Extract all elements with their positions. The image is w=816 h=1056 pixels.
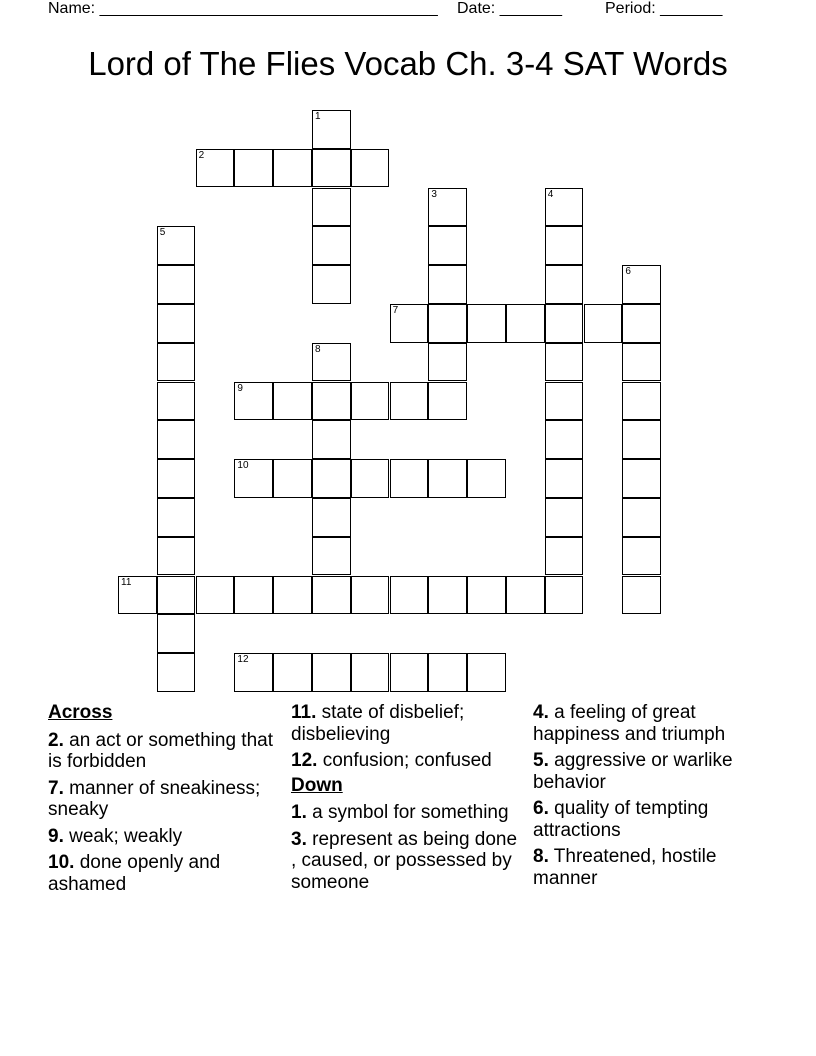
crossword-cell[interactable] xyxy=(351,576,390,615)
crossword-cell[interactable] xyxy=(234,459,273,498)
crossword-cell[interactable] xyxy=(390,653,429,692)
clue-number-label: 8 xyxy=(315,343,321,355)
crossword-cell[interactable] xyxy=(157,382,196,421)
period-field[interactable]: Period: _______ xyxy=(605,0,723,17)
crossword-cell[interactable] xyxy=(467,304,506,343)
crossword-cell[interactable] xyxy=(622,459,661,498)
crossword-cell[interactable] xyxy=(467,653,506,692)
crossword-cell[interactable] xyxy=(622,420,661,459)
crossword-cell[interactable] xyxy=(312,343,351,382)
crossword-cell[interactable] xyxy=(545,576,584,615)
crossword-cell[interactable] xyxy=(157,614,196,653)
crossword-cell[interactable] xyxy=(545,226,584,265)
clue-number-label: 2 xyxy=(198,149,205,161)
clue-number-label: 1 xyxy=(315,111,321,122)
crossword-cell[interactable] xyxy=(506,576,545,615)
student-info-line xyxy=(48,0,788,20)
crossword-cell[interactable] xyxy=(428,459,467,498)
crossword-cell[interactable] xyxy=(428,343,467,382)
crossword-cell[interactable] xyxy=(428,304,467,343)
crossword-cell[interactable] xyxy=(351,459,390,498)
crossword-cell[interactable] xyxy=(545,343,584,382)
crossword-cell[interactable] xyxy=(467,459,506,498)
crossword-cell[interactable] xyxy=(545,420,584,459)
crossword-cell[interactable] xyxy=(157,265,196,304)
crossword-cell[interactable] xyxy=(545,265,584,304)
clue-number-label: 3 xyxy=(431,188,437,200)
clue-item: 1. a symbol for something xyxy=(291,802,509,823)
clue-item: 11. state of disbelief; disbelieving xyxy=(291,702,465,745)
across-heading: Across xyxy=(48,702,113,723)
crossword-cell[interactable] xyxy=(506,304,545,343)
clue-item: 9. weak; weakly xyxy=(48,825,183,847)
crossword-cell[interactable] xyxy=(234,382,273,421)
crossword-cell[interactable] xyxy=(157,226,196,265)
crossword-cell[interactable] xyxy=(273,653,312,692)
crossword-cell[interactable] xyxy=(312,498,351,537)
crossword-cell[interactable] xyxy=(157,343,196,382)
crossword-cell[interactable] xyxy=(157,420,196,459)
crossword-cell[interactable] xyxy=(118,576,157,615)
crossword-cell[interactable] xyxy=(545,498,584,537)
crossword-cell[interactable] xyxy=(545,459,584,498)
clue-number-label: 11 xyxy=(121,576,132,588)
clue-number-label: 7 xyxy=(392,305,399,316)
clue-number-label: 5 xyxy=(159,227,166,239)
crossword-cell[interactable] xyxy=(428,226,467,265)
crossword-cell[interactable] xyxy=(196,576,235,615)
crossword-cell[interactable] xyxy=(390,382,429,421)
crossword-cell[interactable] xyxy=(157,304,196,343)
crossword-cell[interactable] xyxy=(234,576,273,615)
name-field[interactable]: Name: ______________________________________ xyxy=(48,0,438,17)
crossword-cell[interactable] xyxy=(428,188,467,227)
crossword-cell[interactable] xyxy=(312,265,351,304)
clue-number-label: 6 xyxy=(625,266,631,278)
crossword-cell[interactable] xyxy=(622,265,661,304)
crossword-cell[interactable] xyxy=(390,304,429,343)
crossword-cell[interactable] xyxy=(545,537,584,576)
crossword-cell[interactable] xyxy=(584,304,623,343)
clue-number-label: 9 xyxy=(237,382,243,394)
clue-item: 2. an act or something that is forbidden xyxy=(48,729,273,772)
crossword-cell[interactable] xyxy=(273,149,312,188)
clue-number-label: 12 xyxy=(237,654,249,666)
crossword-cell[interactable] xyxy=(545,382,584,421)
clue-item: 4. a feeling of great happiness and triumph xyxy=(533,702,726,745)
crossword-cell[interactable] xyxy=(157,459,196,498)
clue-item: 7. manner of sneakiness; sneaky xyxy=(48,777,261,820)
crossword-cell[interactable] xyxy=(312,576,351,615)
clue-item: 10. done openly and ashamed xyxy=(48,852,221,895)
crossword-cell[interactable] xyxy=(273,382,312,421)
crossword-cell[interactable] xyxy=(312,226,351,265)
crossword-cell[interactable] xyxy=(312,537,351,576)
crossword-cell[interactable] xyxy=(312,149,351,188)
crossword-cell[interactable] xyxy=(428,576,467,615)
crossword-cell[interactable] xyxy=(273,459,312,498)
crossword-cell[interactable] xyxy=(351,382,390,421)
date-field[interactable]: Date: _______ xyxy=(457,0,562,17)
crossword-cell[interactable] xyxy=(157,537,196,576)
crossword-cell[interactable] xyxy=(312,110,351,149)
clue-item: 12. confusion; confused xyxy=(291,750,492,771)
crossword-cell[interactable] xyxy=(196,149,235,188)
crossword-cell[interactable] xyxy=(234,149,273,188)
crossword-cell[interactable] xyxy=(622,576,661,615)
clue-item: 5. aggressive or warlike behavior xyxy=(533,750,733,793)
crossword-cell[interactable] xyxy=(428,653,467,692)
crossword-cell[interactable] xyxy=(312,459,351,498)
down-heading: Down xyxy=(291,774,343,796)
crossword-cell[interactable] xyxy=(157,576,196,615)
clue-number-label: 4 xyxy=(547,188,554,200)
crossword-cell[interactable] xyxy=(312,420,351,459)
clue-item: 8. Threatened, hostile manner xyxy=(533,846,717,889)
clue-item: 3. represent as being done , caused, or possessed by someone xyxy=(291,828,518,893)
crossword-grid xyxy=(118,110,662,692)
page-title: Lord of The Flies Vocab Ch. 3-4 SAT Words xyxy=(88,45,728,82)
crossword-cell[interactable] xyxy=(622,537,661,576)
crossword-cell[interactable] xyxy=(390,459,429,498)
crossword-cell[interactable] xyxy=(351,149,390,188)
crossword-cell[interactable] xyxy=(273,576,312,615)
crossword-cell[interactable] xyxy=(622,343,661,382)
clues-column-3 xyxy=(533,702,773,894)
clues-column-1 xyxy=(48,702,278,900)
crossword-cell[interactable] xyxy=(428,265,467,304)
crossword-cell[interactable] xyxy=(312,188,351,227)
crossword-cell[interactable] xyxy=(545,188,584,227)
crossword-cell[interactable] xyxy=(157,653,196,692)
crossword-cell[interactable] xyxy=(390,576,429,615)
crossword-cell[interactable] xyxy=(312,382,351,421)
crossword-cell[interactable] xyxy=(428,382,467,421)
crossword-cell[interactable] xyxy=(467,576,506,615)
crossword-cell[interactable] xyxy=(622,498,661,537)
crossword-cell[interactable] xyxy=(234,653,273,692)
crossword-cell[interactable] xyxy=(622,382,661,421)
crossword-cell[interactable] xyxy=(157,498,196,537)
clue-item: 6. quality of tempting attractions xyxy=(533,798,709,841)
clue-number-label: 10 xyxy=(237,460,249,472)
crossword-cell[interactable] xyxy=(351,653,390,692)
clues-column-2 xyxy=(291,702,527,898)
crossword-cell[interactable] xyxy=(622,304,661,343)
crossword-cell[interactable] xyxy=(545,304,584,343)
crossword-cell[interactable] xyxy=(312,653,351,692)
